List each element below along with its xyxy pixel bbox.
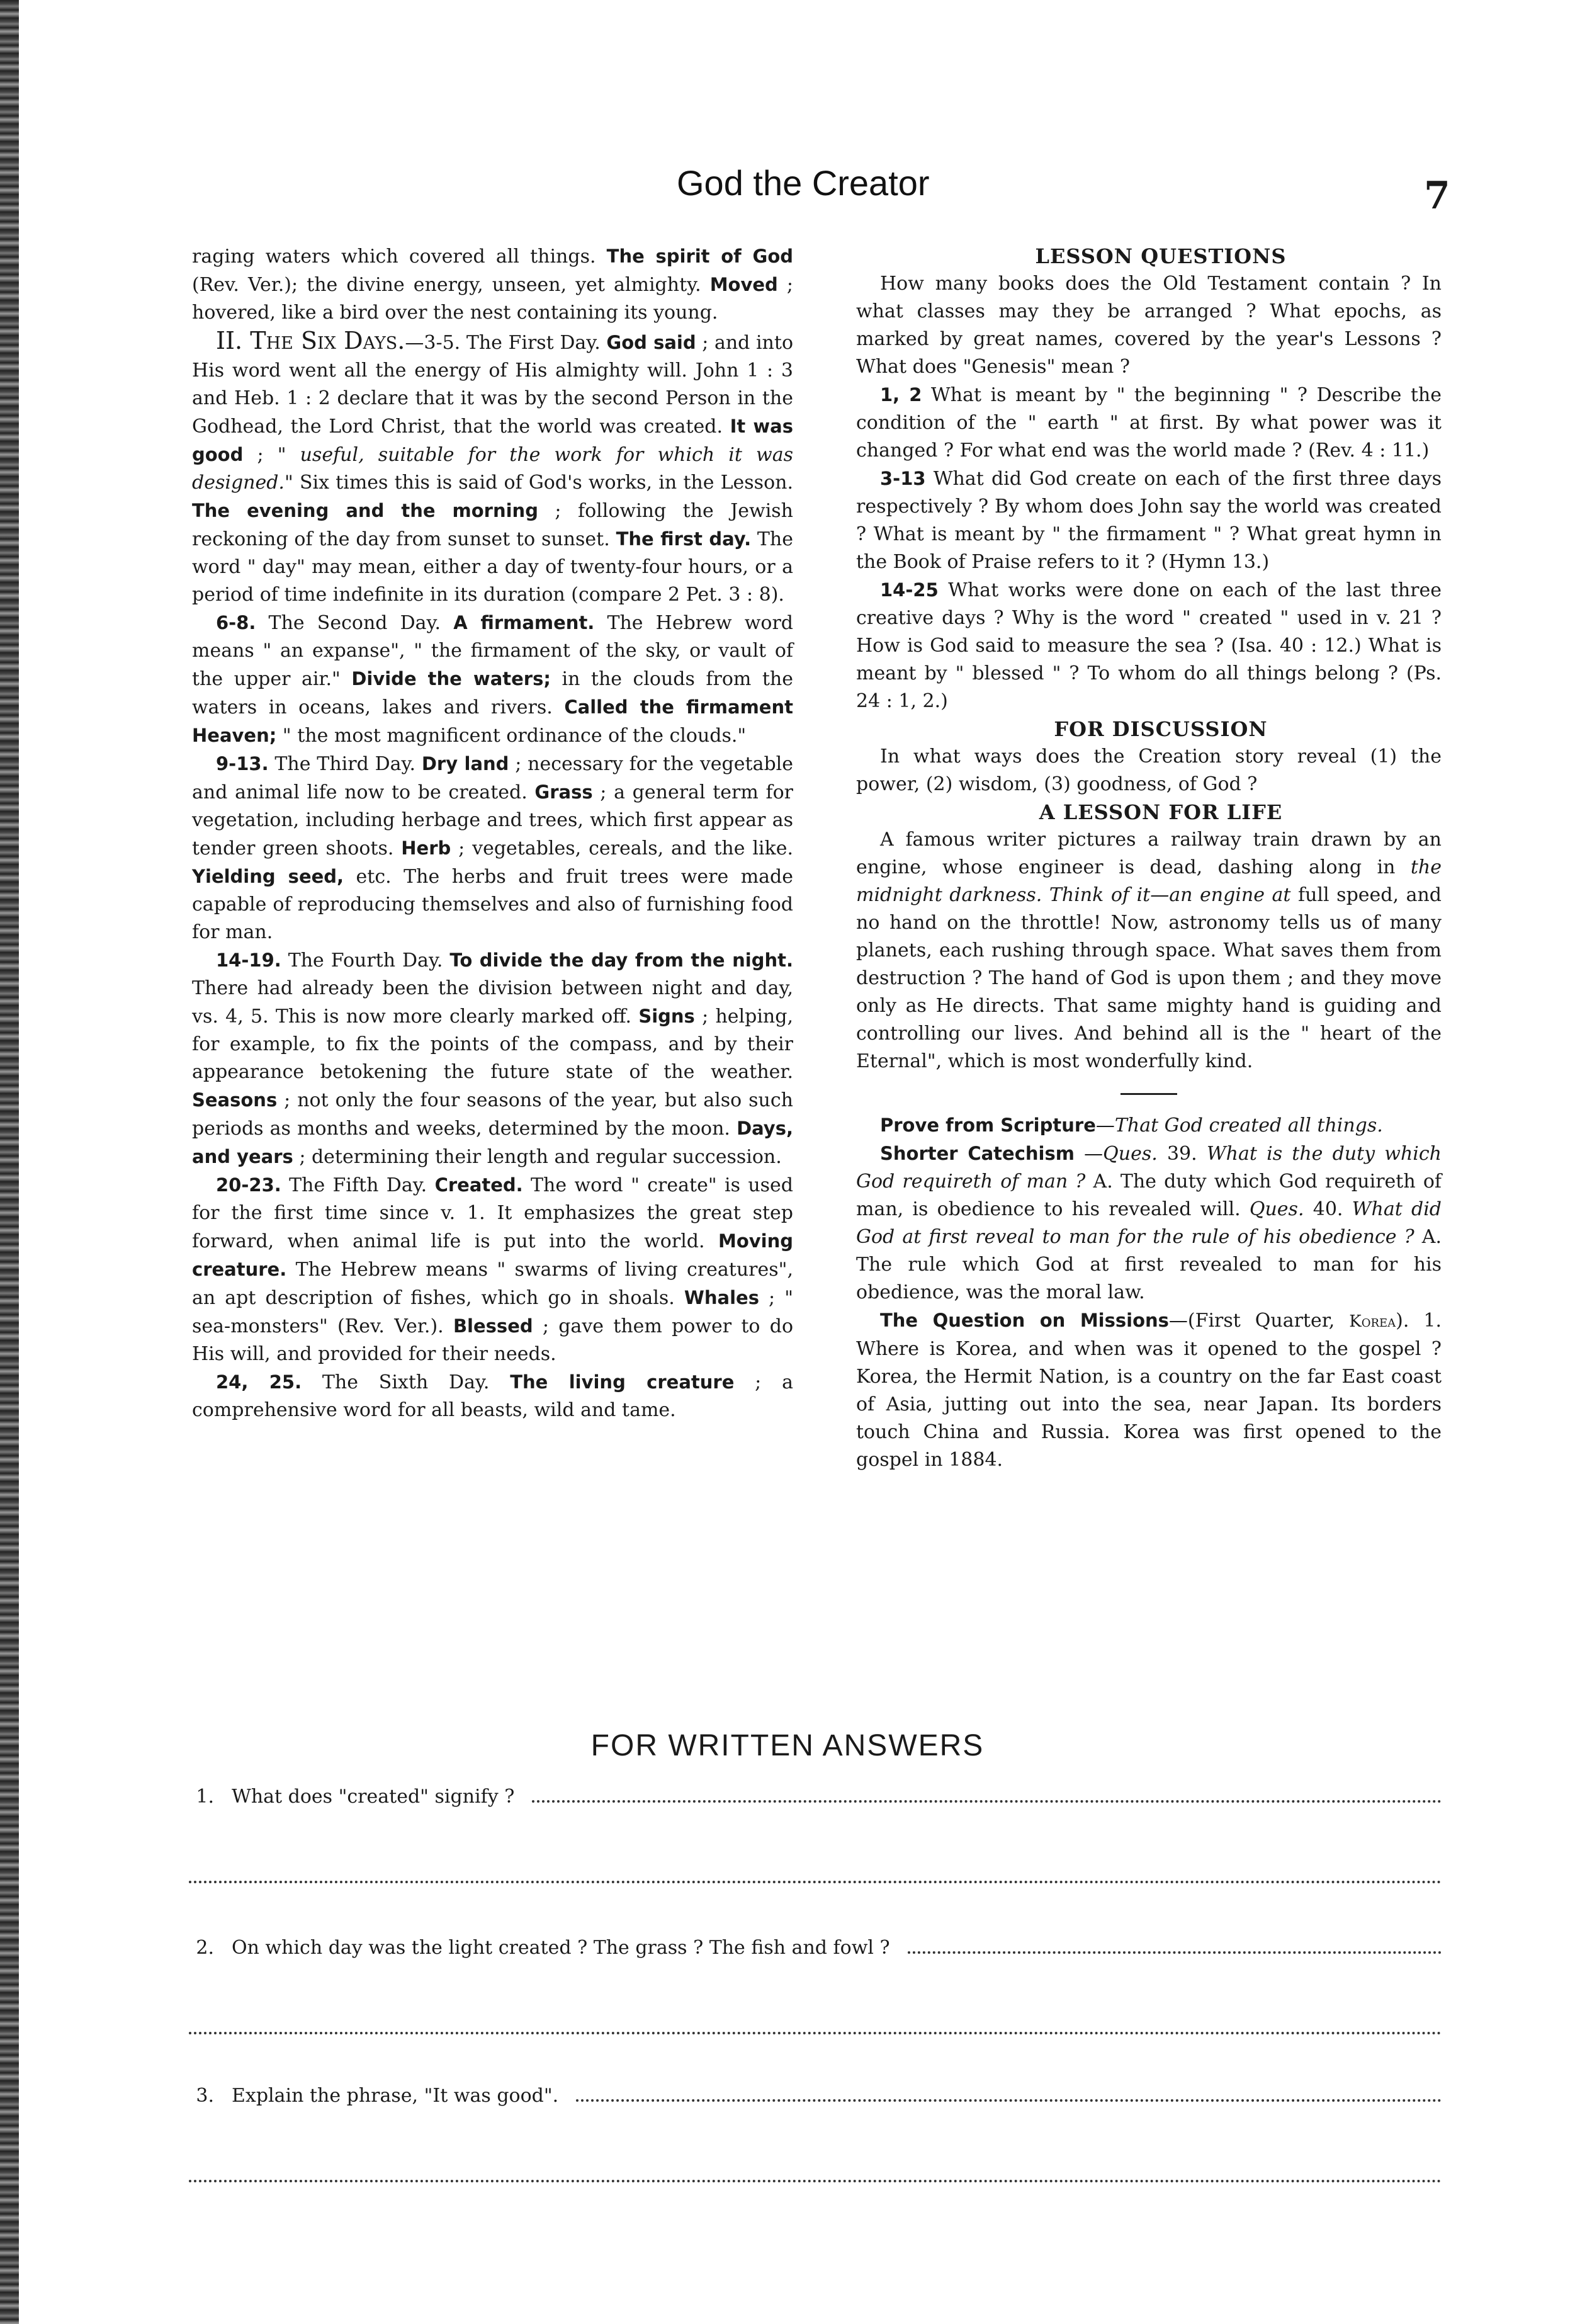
paragraph-fifth-day: 20-23. The Fifth Day. Created. The word " create" is used for the first time since v. 1. It emphasizes the great step forward, when animal life is put into the world. Moving creature. The Hebrew means " swarms of living creatures", an apt description of fishes, which go in shoals. Whales ; " sea-monsters" (Rev. Ver.). Blessed ; gave them power to do His will, and provided for their needs. (192, 1174, 794, 1365)
question-text: Explain the phrase, "It was good". (232, 2085, 559, 2107)
answer-line[interactable] (576, 2084, 1442, 2102)
lesson-question-3-13: 3-13 What did God create on each of the first three days respectively ? By whom does John say the world was created ? What is meant by " the firmament " ? What great hymn in the Book of Praise refers to it ? (Hymn 13.) (856, 468, 1442, 573)
page-header (0, 157, 1575, 227)
question-text: On which day was the light created ? The grass ? The fish and fowl ? (232, 1937, 890, 1959)
answer-line[interactable] (189, 1866, 1442, 1883)
lesson-question-14-25: 14-25 What works were done on each of the last three creative days ? Why is the word " created " used in v. 21 ? How is God said to measure the sea ? (Isa. 40 : 12.) What is meant by " blessed " ? To whom do all things belong ? (Ps. 24 : 1, 2.) (856, 579, 1442, 712)
right-column (856, 242, 1442, 1474)
for-discussion-heading: FOR DISCUSSION (1054, 717, 1268, 741)
scanned-binding-edge (0, 0, 19, 2324)
paragraph-six-days: II. The Six Days.—3-5. The First Day. God said ; and into His word went all the energy of His almighty will. John 1 : 3 and Heb. 1 : 2 declare that it was by the second Person in the Godhead, the Lord Christ, that the world was created. It was good ; " useful, suitable for the work for which it was designed." Six times this is said of God's works, in the Lesson. The evening and the morning ; following the Jewish reckoning of the day from sunset to sunset. The first day. The word " day" may mean, either a day of twenty-four hours, or a period of time indefinite in its duration (compare 2 Pet. 3 : 8). (192, 327, 794, 606)
lesson-questions-heading: LESSON QUESTIONS (1035, 244, 1287, 268)
lesson-for-life-text: A famous writer pictures a railway train drawn by an engine, whose engineer is dead, dashing along in the midnight darkness. Think of it—an engine at full speed, and no hand on the throttle! Now, astronomy tells us of many planets, each rushing through space. What saves them from destruction ? The hand of God is upon them ; and they move only as He directs. That same mighty hand is guiding and controlling our lives. And behind all is the " heart of the Eternal", which is most wonderfully kind. (856, 829, 1442, 1072)
written-answer-1 (189, 1785, 1442, 1883)
running-title: God the Creator (677, 163, 930, 203)
written-answers-title: FOR WRITTEN ANSWERS (590, 1729, 985, 1762)
question-on-missions: The Question on Missions—(First Quarter, Korea). 1. Where is Korea, and when was it opened to the gospel ? Korea, the Hermit Nation, is a country on the far East coast of Asia, jutting out into the sea, near Japan. Its borders touch China and Russia. Korea was first opened to the gospel in 1884. (856, 1310, 1442, 1471)
paragraph-spirit-of-god: raging waters which covered all things. The spirit of God (Rev. Ver.); the divine energy, unseen, yet almighty. Moved ; hovered, like a bird over the nest containing its young. (192, 246, 793, 324)
page-number: 7 (1424, 174, 1450, 218)
paragraph-fourth-day: 14-19. The Fourth Day. To divide the day from the night. There had already been the division between night and day, vs. 4, 5. This is now more clearly marked off. Signs ; helping, for example, to fix the points of the compass, and by their appearance betokening the future state of the weather. Seasons ; not only the four seasons of the year, but also such periods as months and weeks, determined by the moon. Days, and years ; determining their length and regular succession. (192, 949, 793, 1168)
paragraph-sixth-day: 24, 25. The Sixth Day. The living creature ; a comprehensive word for all beasts, wild and tame. (192, 1371, 793, 1421)
answer-line[interactable] (532, 1785, 1442, 1803)
lesson-for-life-heading: A LESSON FOR LIFE (1039, 800, 1283, 824)
prove-from-scripture: Prove from Scripture—That God created all things. (880, 1114, 1383, 1136)
written-answer-3 (189, 2084, 1442, 2182)
shorter-catechism: Shorter Catechism —Ques. 39. What is the duty which God requireth of man ? A. The duty which God requireth of man, is obedience to his revealed will. Ques. 40. What did God at first reveal to man for the rule of his obedience ? A. The rule which God at first revealed to man for his obedience, was the moral law. (856, 1143, 1442, 1303)
lesson-question-1-2: 1, 2 What is meant by " the beginning " ? Describe the condition of the " earth " at first. By what power was it changed ? For what end was the world made ? (Rev. 4 : 11.) (856, 384, 1442, 462)
section-divider (1121, 1093, 1177, 1095)
answer-line[interactable] (189, 2017, 1442, 2034)
discussion-text: In what ways does the Creation story reveal (1) the power, (2) wisdom, (3) goodness, of God ? (856, 745, 1442, 795)
answer-line[interactable] (908, 1936, 1442, 1954)
paragraph-second-day: 6-8. The Second Day. A firmament. The Hebrew word means " an expanse", " the firmament of the sky, or vault of the upper air." Divide the waters; in the clouds from the waters in oceans, lakes and rivers. Called the firmament Heaven; " the most magnificent ordinance of the clouds." (192, 612, 793, 747)
left-column (192, 242, 793, 1424)
lesson-question-intro: How many books does the Old Testament contain ? In what classes may they be arranged ? What epochs, as marked by great names, covered by the year's Lessons ? What does "Genesis" mean ? (856, 273, 1442, 378)
written-answer-2 (189, 1936, 1442, 2034)
paragraph-third-day: 9-13. The Third Day. Dry land ; necessary for the vegetable and animal life now to be created. Grass ; a general term for vegetation, including herbage and trees, which first appear as tender green shoots. Herb ; vegetables, cereals, and the like. Yielding seed, etc. The herbs and fruit trees were made capable of reproducing themselves and also of furnishing food for man. (192, 753, 794, 943)
answer-line[interactable] (189, 2165, 1442, 2182)
question-number: 1. (196, 1786, 214, 1808)
question-number: 2. (196, 1937, 214, 1959)
question-number: 3. (196, 2085, 214, 2107)
question-text: What does "created" signify ? (232, 1786, 515, 1808)
